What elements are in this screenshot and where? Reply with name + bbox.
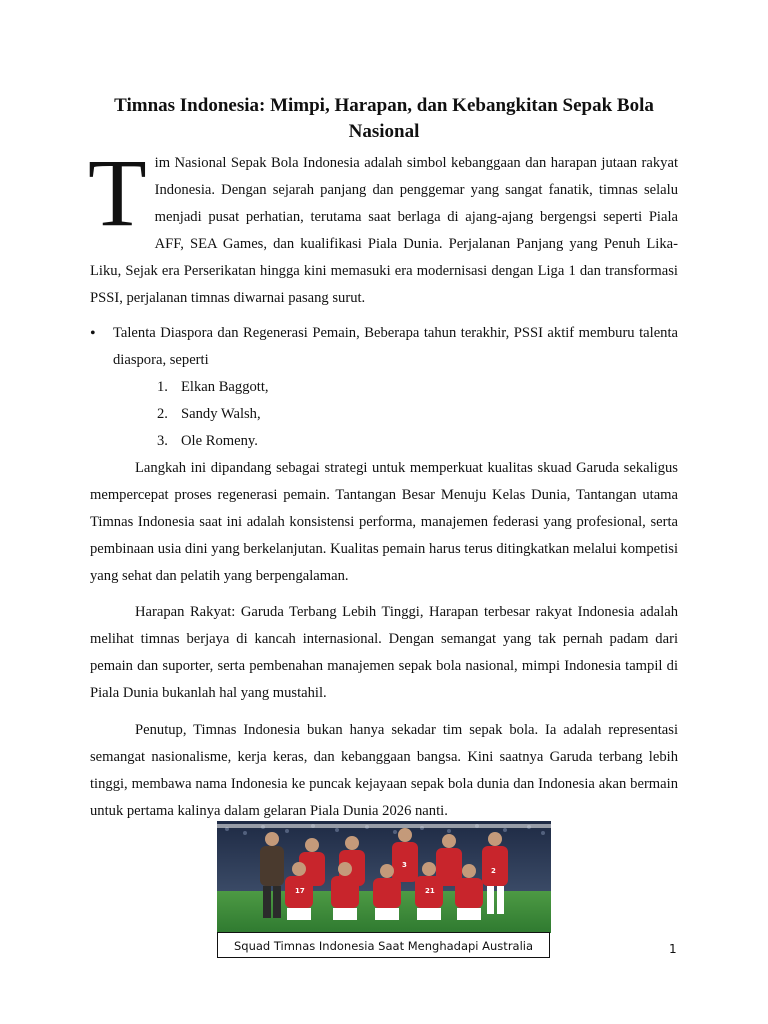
list-item <box>113 374 678 401</box>
bullet-item <box>90 320 678 455</box>
bullet-text: Talenta Diaspora dan Regenerasi Pemain, Beberapa tahun terakhir, PSSI aktif memburu talenta diaspora, seperti <box>113 325 678 368</box>
list-marker: 1. <box>157 379 168 395</box>
lead-paragraph <box>88 139 678 312</box>
bullet-marker: • <box>90 325 96 342</box>
jersey-number: 3 <box>402 861 407 869</box>
list-marker: 2. <box>157 406 168 422</box>
jersey-number: 21 <box>425 887 435 895</box>
team-photo-illustration <box>217 821 551 933</box>
numbered-list <box>113 374 678 455</box>
figure-caption: Squad Timnas Indonesia Saat Menghadapi Australia <box>217 932 550 958</box>
bullet-list <box>90 320 678 455</box>
team-photo <box>217 821 551 933</box>
lead-text: im Nasional Sepak Bola Indonesia adalah simbol kebanggaan dan harapan jutaan rakyat Indonesia. Dengan sejarah panjang dan penggemar yang sangat fanatik, timnas selalu menjadi pusat perhatian, terutama saat berlaga di ajang-ajang bergengsi seperti Piala AFF, SEA Games, dan kualifikasi Piala Dunia. Perjalanan Panjang yang Penuh Lika-Liku, Sejak era Perserikatan hingga kini memasuki era modernisasi dengan Liga 1 dan transformasi PSSI, perjalanan timnas diwarnai pasang surut. <box>90 155 678 306</box>
list-marker: 3. <box>157 433 168 449</box>
paragraph-strategy: Langkah ini dipandang sebagai strategi untuk memperkuat kualitas skuad Garuda sekaligus mempercepat proses regenerasi pemain. Tantangan Besar Menuju Kelas Dunia, Tantangan utama Timnas Indonesia saat ini adalah konsistensi performa, manajemen federasi yang profesional, serta pembinaan usia dini yang berkelanjutan. Kualitas pemain harus terus ditingkatkan melalui kompetisi yang sehat dan pelatih yang berpengalaman. <box>90 460 678 584</box>
list-item-text: Elkan Baggott, <box>181 379 269 395</box>
jersey-number: 2 <box>491 867 496 875</box>
list-item <box>113 401 678 428</box>
jersey-number: 17 <box>295 887 305 895</box>
document-title: Timnas Indonesia: Mimpi, Harapan, dan Kebangkitan Sepak Bola Nasional <box>114 95 654 142</box>
list-item-text: Ole Romeny. <box>181 433 258 449</box>
list-item <box>113 428 678 455</box>
paragraph-hope: Harapan Rakyat: Garuda Terbang Lebih Tinggi, Harapan terbesar rakyat Indonesia adalah melihat timnas berjaya di kancah internasional. Dengan semangat yang tak pernah padam dari pemain dan suporter, serta pembenahan manajemen sepak bola nasional, mimpi Indonesia tampil di Piala Dunia bukanlah hal yang mustahil. <box>90 604 678 701</box>
page-number: 1 <box>669 942 677 956</box>
drop-cap: T <box>88 139 147 246</box>
paragraph-closing: Penutup, Timnas Indonesia bukan hanya sekadar tim sepak bola. Ia adalah representasi semangat nasionalisme, kerja keras, dan kebanggaan bangsa. Kini saatnya Garuda terbang lebih tinggi, membawa nama Indonesia ke puncak kejayaan sepak bola dunia dan Indonesia akan bermain untuk pertama kalinya dalam gelaran Piala Dunia 2026 nanti. <box>90 722 678 819</box>
list-item-text: Sandy Walsh, <box>181 406 261 422</box>
stadium-banner <box>217 824 551 828</box>
